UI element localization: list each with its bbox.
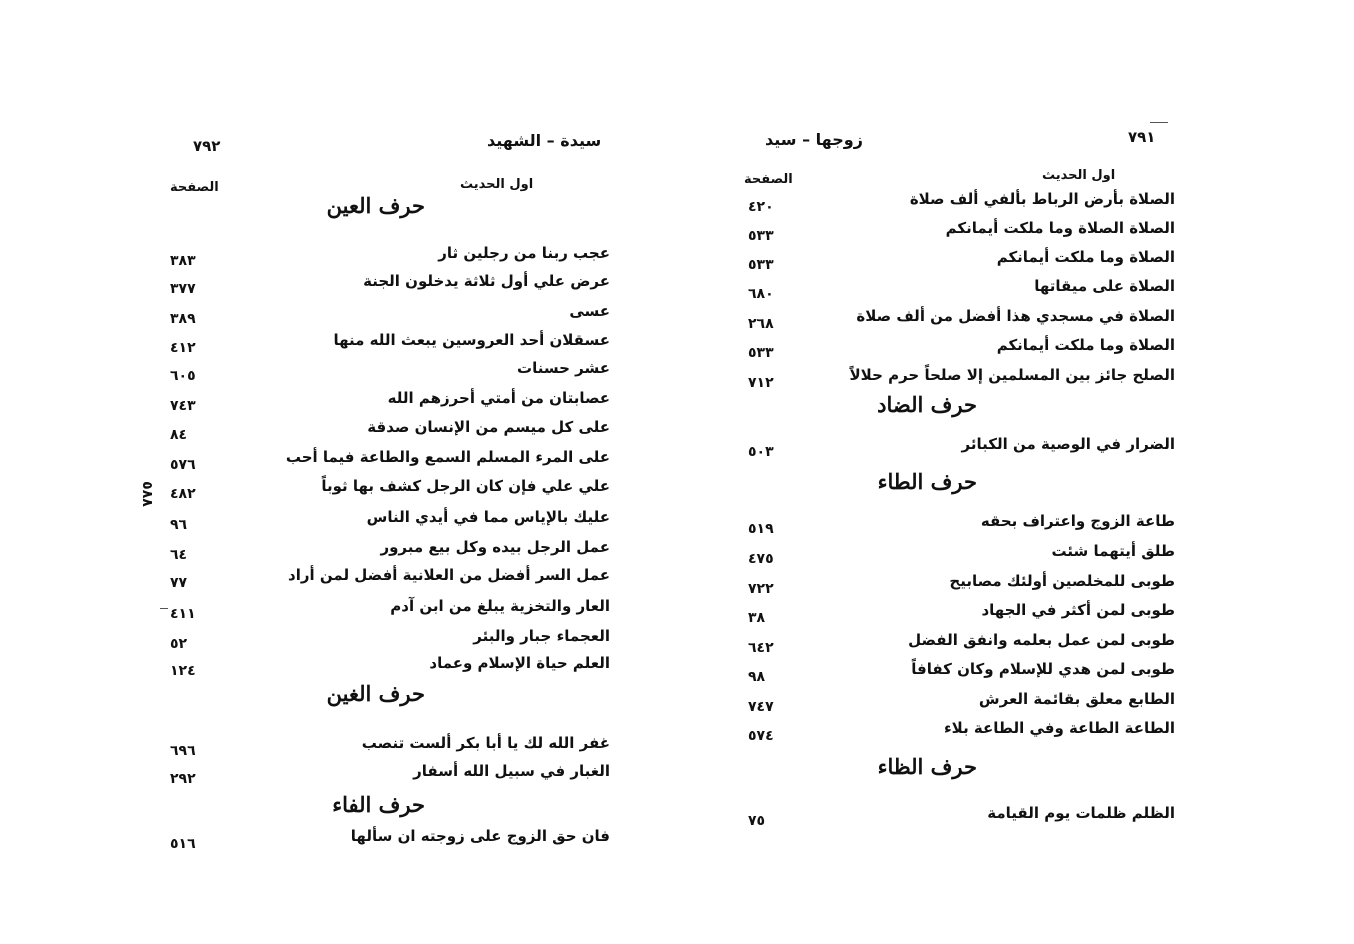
entry-page-number: ٣٨٩ bbox=[170, 311, 196, 327]
entry-page-number: ٤١٢ bbox=[170, 340, 196, 356]
index-entry bbox=[710, 597, 1175, 626]
index-entry bbox=[710, 431, 1175, 460]
right-page bbox=[680, 0, 1354, 944]
column-header-text: اول الحديث bbox=[1042, 168, 1116, 183]
divider bbox=[160, 608, 168, 609]
letter-heading: حرف الغين bbox=[326, 681, 425, 706]
index-entry bbox=[170, 823, 610, 852]
entry-page-number: ٩٨ bbox=[748, 669, 766, 685]
letter-heading: حرف الضاد bbox=[877, 392, 977, 417]
entry-page-number: ٣٨٣ bbox=[170, 253, 196, 269]
index-entry bbox=[710, 800, 1175, 829]
index-entry bbox=[170, 327, 610, 356]
entry-text: الصلاة الصلاة وما ملكت أيمانكم bbox=[945, 219, 1175, 237]
index-entry bbox=[170, 240, 610, 269]
entry-text: الصلاة وما ملكت أيمانكم bbox=[996, 248, 1175, 266]
entry-text: عشر حسنات bbox=[517, 359, 610, 377]
entry-page-number: ٥٣٣ bbox=[748, 228, 774, 244]
index-list bbox=[710, 0, 1175, 944]
entry-page-number: ٥١٩ bbox=[748, 521, 774, 537]
entry-page-number: ٧٤٣ bbox=[170, 398, 196, 414]
entry-page-number: ٥٧٦ bbox=[170, 457, 196, 473]
entry-page-number: ٢٩٢ bbox=[170, 771, 196, 787]
entry-text: عصابتان من أمتي أحرزهم الله bbox=[387, 389, 610, 407]
index-entry bbox=[170, 562, 610, 591]
entry-text: العجماء جبار والبئر bbox=[473, 627, 610, 645]
entry-text: الظلم ظلمات يوم القيامة bbox=[987, 804, 1175, 822]
column-header-page: الصفحة bbox=[744, 172, 793, 187]
entry-text: طلق أيتهما شئت bbox=[1051, 542, 1175, 560]
index-list bbox=[170, 0, 610, 944]
index-entry bbox=[170, 444, 610, 473]
index-entry bbox=[170, 623, 610, 652]
index-entry bbox=[170, 593, 610, 622]
running-head: سيدة – الشهيد bbox=[487, 131, 602, 150]
entry-text: غفر الله لك يا أبا بكر ألست تنصب bbox=[361, 734, 610, 752]
index-entry bbox=[170, 730, 610, 759]
side-page-number: ٥٨٨ bbox=[138, 481, 155, 507]
running-head: زوجها – سيد bbox=[765, 130, 863, 149]
entry-text: الصلح جائز بين المسلمين إلا صلحاً حرم حلالاً bbox=[849, 366, 1175, 384]
entry-text: على المرء المسلم السمع والطاعة فيما أحب bbox=[285, 448, 610, 466]
entry-page-number: ٧٢٢ bbox=[748, 581, 774, 597]
letter-heading: حرف العين bbox=[326, 193, 425, 218]
column-header-text: اول الحديث bbox=[460, 177, 534, 192]
entry-text: عمل الرجل بيده وكل بيع مبرور bbox=[380, 538, 610, 556]
index-entry bbox=[710, 508, 1175, 537]
entry-text: عليك بالإياس مما في أيدي الناس bbox=[366, 508, 610, 526]
entry-text: طاعة الزوج واعتراف بحقه bbox=[980, 512, 1175, 530]
entry-text: الصلاة على ميقاتها bbox=[1034, 277, 1175, 295]
index-entry bbox=[710, 303, 1175, 332]
entry-page-number: ٦٩٦ bbox=[170, 743, 196, 759]
index-entry bbox=[710, 332, 1175, 361]
entry-text: الطابع معلق بقائمة العرش bbox=[978, 690, 1175, 708]
entry-text: طوبى للمخلصين أولئك مصابيح bbox=[949, 572, 1175, 590]
entry-text: طوبى لمن عمل بعلمه وانفق الفضل bbox=[908, 631, 1175, 649]
entry-page-number: ٦٤ bbox=[170, 547, 188, 563]
index-entry bbox=[710, 273, 1175, 302]
entry-text: الضرار في الوصية من الكبائر bbox=[961, 435, 1175, 453]
entry-text: العلم حياة الإسلام وعماد bbox=[429, 654, 610, 672]
entry-page-number: ٧٥ bbox=[748, 813, 766, 829]
letter-heading: حرف الطاء bbox=[877, 469, 977, 494]
index-entry bbox=[710, 244, 1175, 273]
entry-page-number: ٦٤٢ bbox=[748, 640, 774, 656]
entry-text: طوبى لمن أكثر في الجهاد bbox=[981, 601, 1175, 619]
entry-page-number: ٥٢ bbox=[170, 636, 188, 652]
index-entry bbox=[170, 355, 610, 384]
index-entry bbox=[710, 686, 1175, 715]
entry-page-number: ٥٠٣ bbox=[748, 444, 774, 460]
entry-page-number: ٧١٢ bbox=[748, 375, 774, 391]
entry-page-number: ٤٨٢ bbox=[170, 486, 196, 502]
page-number: ٧٩١ bbox=[1128, 128, 1156, 146]
letter-heading: حرف الظاء bbox=[877, 754, 977, 779]
index-entry bbox=[710, 362, 1175, 391]
entry-text: عسى bbox=[569, 302, 610, 320]
entry-page-number: ٤١١ bbox=[170, 606, 196, 622]
entry-text: فان حق الزوج على زوجته ان سألها bbox=[350, 827, 610, 845]
entry-text: عرض علي أول ثلاثة يدخلون الجنة bbox=[363, 272, 610, 290]
index-entry bbox=[170, 298, 610, 327]
entry-text: علي علي فإن كان الرجل كشف بها ثوباً bbox=[321, 477, 610, 495]
entry-page-number: ٣٨ bbox=[748, 610, 766, 626]
index-entry bbox=[170, 650, 610, 679]
entry-page-number: ٨٤ bbox=[170, 427, 188, 443]
entry-page-number: ٣٧٧ bbox=[170, 281, 196, 297]
index-entry bbox=[710, 568, 1175, 597]
page-number: ٧٩٢ bbox=[193, 137, 221, 155]
entry-page-number: ٥٧٤ bbox=[748, 728, 774, 744]
entry-page-number: ٤٢٠ bbox=[748, 199, 774, 215]
entry-text: عمل السر أفضل من العلانية أفضل لمن أراد bbox=[288, 566, 610, 584]
index-entry bbox=[710, 215, 1175, 244]
entry-text: الغبار في سبيل الله أسفار bbox=[413, 762, 610, 780]
index-entry bbox=[710, 715, 1175, 744]
entry-text: العار والتخزية يبلغ من ابن آدم bbox=[390, 597, 610, 615]
index-entry bbox=[170, 534, 610, 563]
entry-page-number: ٧٧ bbox=[170, 575, 188, 591]
entry-page-number: ٦٠٥ bbox=[170, 368, 196, 384]
index-entry bbox=[710, 538, 1175, 567]
entry-text: على كل ميسم من الإنسان صدقة bbox=[367, 418, 610, 436]
entry-page-number: ٢٦٨ bbox=[748, 316, 774, 332]
entry-page-number: ٥١٦ bbox=[170, 836, 196, 852]
entry-page-number: ٤٧٥ bbox=[748, 551, 774, 567]
index-entry bbox=[170, 268, 610, 297]
index-entry bbox=[170, 473, 610, 502]
entry-text: الصلاة بأرض الرباط بألفي ألف صلاة bbox=[909, 190, 1175, 208]
entry-page-number: ٧٤٧ bbox=[748, 699, 774, 715]
entry-text: عجب ربنا من رجلين ثار bbox=[438, 244, 610, 262]
entry-page-number: ٥٣٣ bbox=[748, 257, 774, 273]
entry-text: الطاعة الطاعة وفي الطاعة بلاء bbox=[944, 719, 1175, 737]
entry-text: الصلاة وما ملكت أيمانكم bbox=[996, 336, 1175, 354]
index-entry bbox=[170, 504, 610, 533]
letter-heading: حرف الفاء bbox=[332, 792, 425, 817]
entry-page-number: ٥٣٣ bbox=[748, 345, 774, 361]
index-entry bbox=[170, 414, 610, 443]
index-entry bbox=[710, 656, 1175, 685]
entry-page-number: ١٢٤ bbox=[170, 663, 196, 679]
entry-page-number: ٩٦ bbox=[170, 517, 188, 533]
column-header-page: الصفحة bbox=[170, 180, 219, 195]
index-entry bbox=[710, 627, 1175, 656]
entry-text: عسقلان أحد العروسين يبعث الله منها bbox=[333, 331, 610, 349]
entry-text: الصلاة في مسجدي هذا أفضل من ألف صلاة bbox=[856, 307, 1175, 325]
entry-text: طوبى لمن هدي للإسلام وكان كفافاً bbox=[911, 660, 1175, 678]
index-entry bbox=[170, 758, 610, 787]
index-entry bbox=[170, 385, 610, 414]
entry-page-number: ٦٨٠ bbox=[748, 286, 774, 302]
index-entry bbox=[710, 186, 1175, 215]
